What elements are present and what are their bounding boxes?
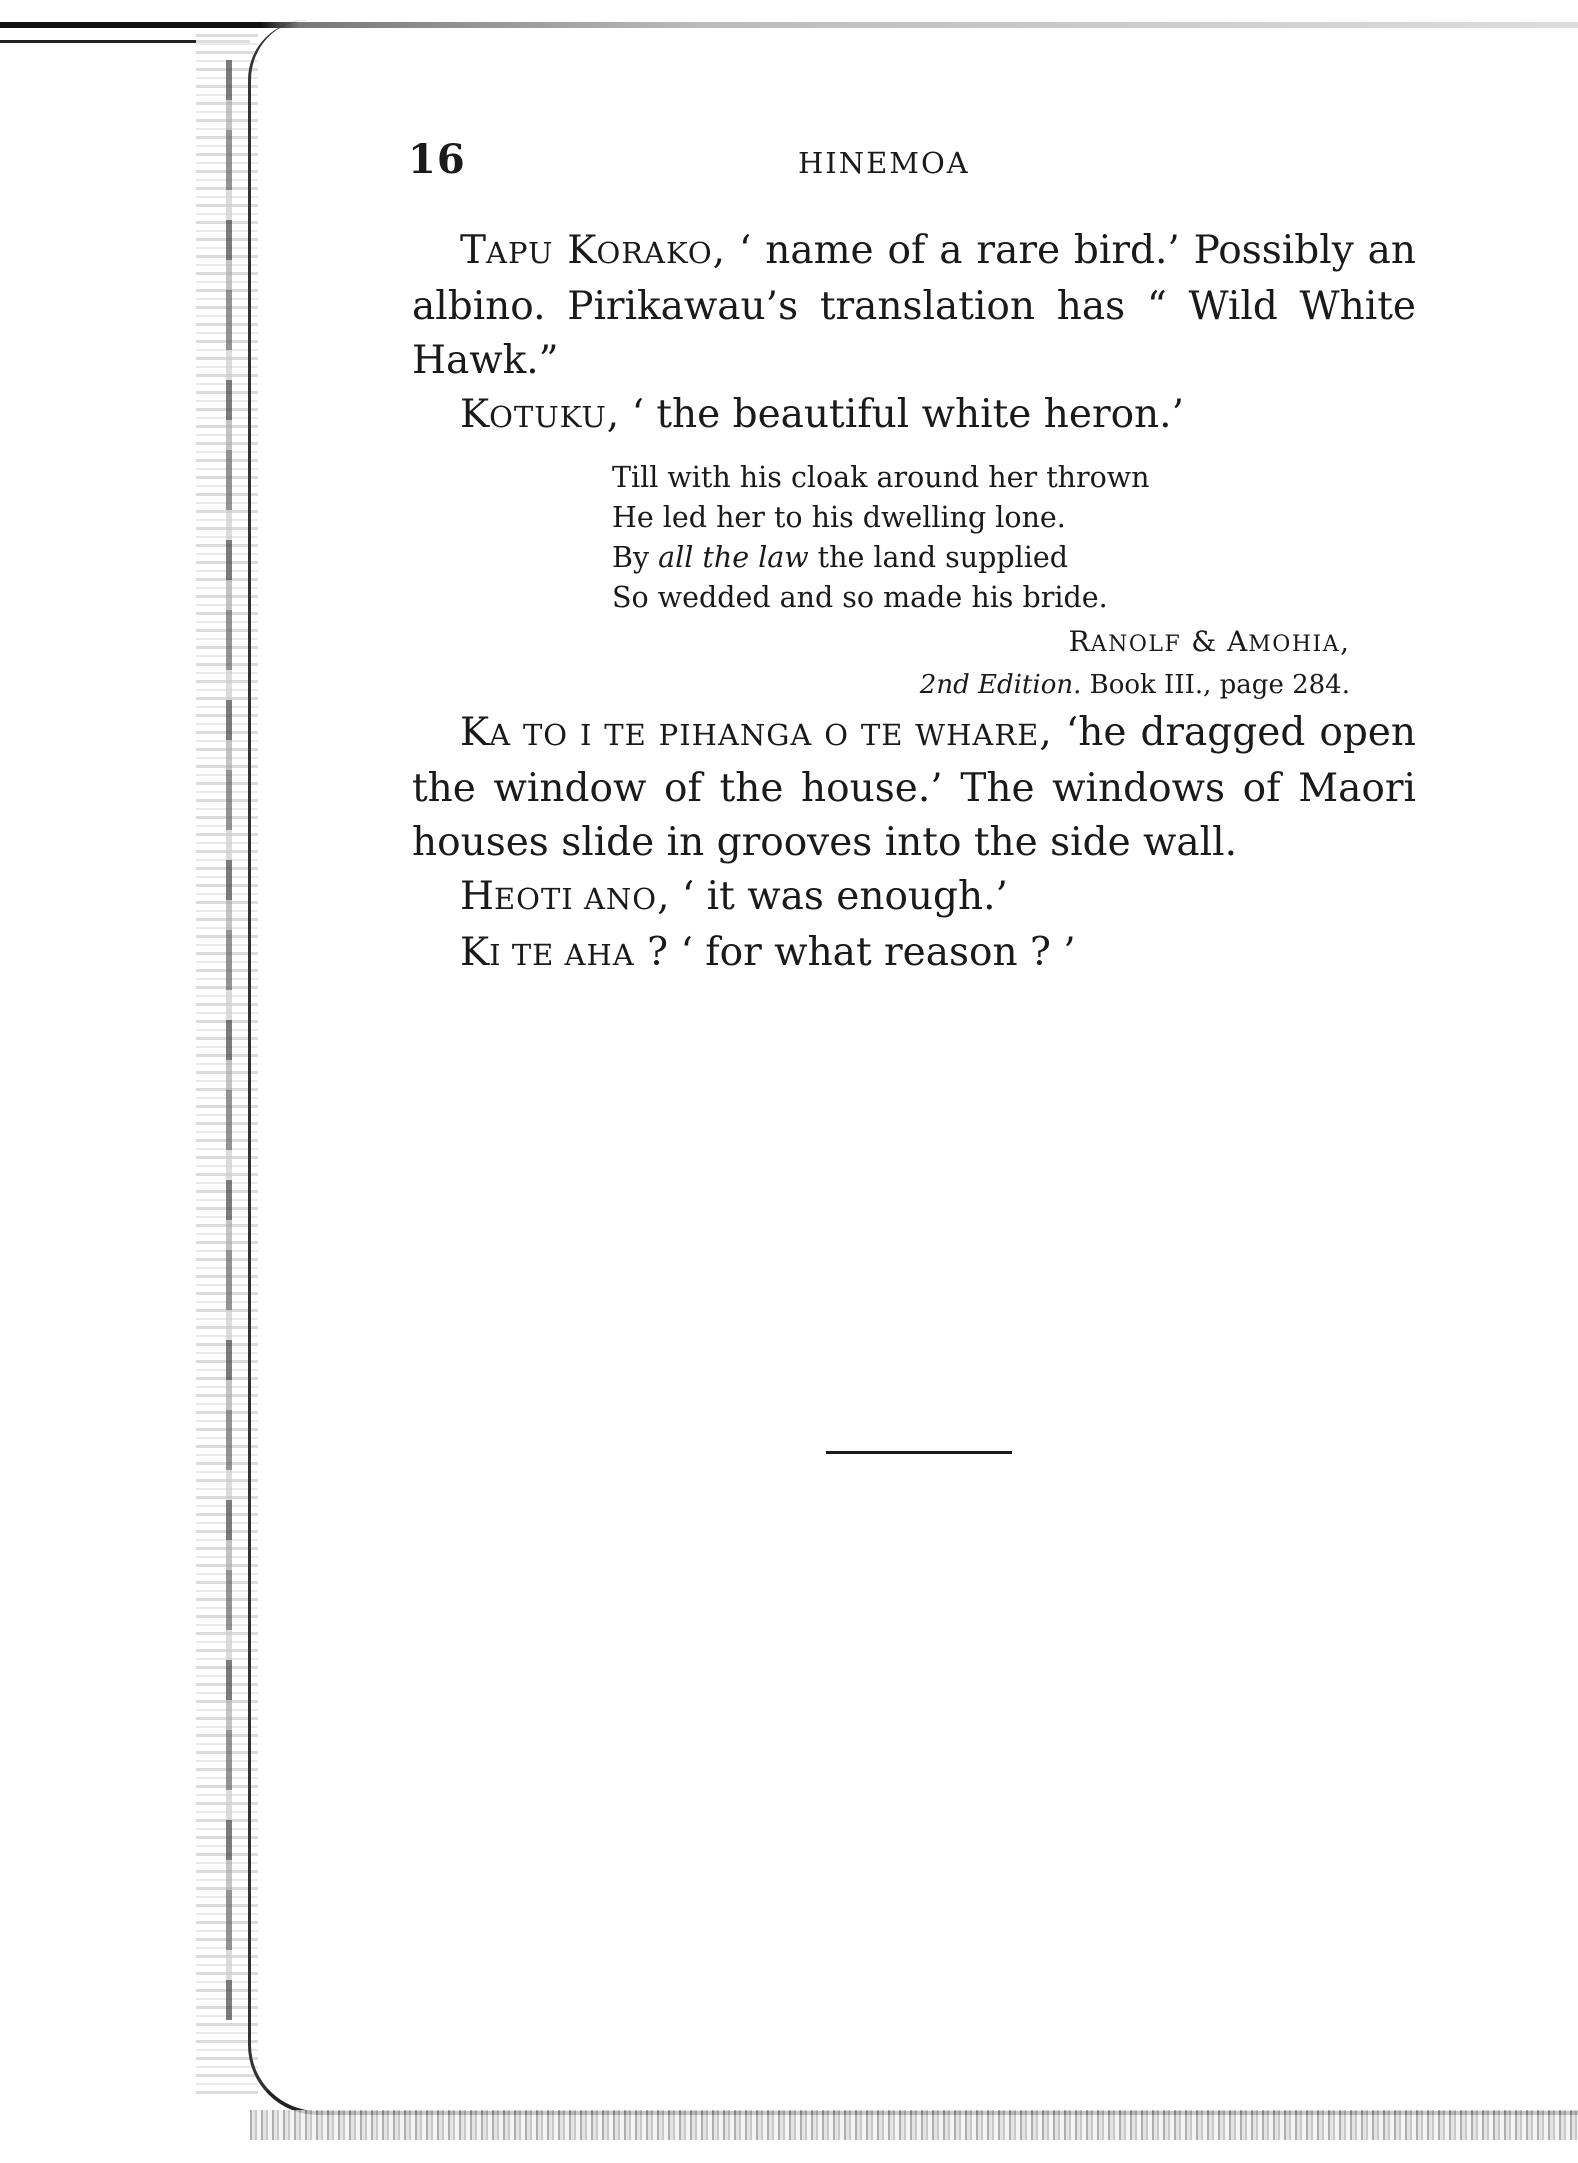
notes-block-top <box>412 224 1416 444</box>
source-reference: Book III., page 284. <box>1081 670 1350 700</box>
note-gloss: , ‘ the beautiful white heron.’ <box>606 392 1184 437</box>
term-letter: T <box>460 228 487 273</box>
author-ampersand: & <box>1181 625 1228 658</box>
verse-quotation <box>612 458 1372 618</box>
note-tapu-korako <box>412 224 1416 388</box>
term-letter: K <box>460 710 490 755</box>
note-gloss: , ‘ name of a rare bird.’ Possibly an albino. Pirikawau’s translation has “ Wild White Hawk.” <box>412 228 1416 383</box>
verse-line <box>612 538 1372 578</box>
verse-line: So wedded and so made his bride. <box>612 581 1108 614</box>
author-smallcaps: MOHIA <box>1248 632 1341 657</box>
term-letter: K <box>460 392 490 437</box>
author-letter: R <box>1068 625 1091 658</box>
source-edition: 2nd Edition. <box>919 670 1082 700</box>
term-smallcaps: EOTI ANO <box>494 882 658 916</box>
page-number: 16 <box>408 136 466 183</box>
term-smallcaps: OTUKU <box>489 400 607 434</box>
note-gloss: , ‘ it was enough.’ <box>657 874 1008 919</box>
running-title: HINEMOA <box>798 146 970 180</box>
term-smallcaps: I TE AHA <box>489 938 635 972</box>
verse-text: By <box>612 541 659 574</box>
verse-text: the land supplied <box>808 541 1068 574</box>
term-letter: H <box>460 874 495 919</box>
section-end-rule <box>826 1451 1012 1454</box>
note-kotuku <box>412 388 1416 444</box>
term-smallcaps: ORAKO <box>596 236 713 270</box>
book-binding-shadow <box>226 60 232 2020</box>
notes-block-bottom <box>412 706 1416 982</box>
verse-italic-text: all the law <box>658 541 809 574</box>
term-smallcaps: APU <box>486 236 554 270</box>
term-letter: K <box>567 228 597 273</box>
verse-line: Till with his cloak around her thrown <box>612 461 1150 494</box>
attribution-source <box>920 665 1350 705</box>
author-letter: A <box>1227 625 1249 658</box>
note-ki-te-aha <box>412 926 1416 982</box>
verse-line: He led her to his dwelling lone. <box>612 501 1066 534</box>
page-bottom-edge <box>250 2110 1578 2140</box>
note-ka-to-i-te-pihanga <box>412 706 1416 870</box>
term-letter: K <box>460 930 490 975</box>
note-gloss: ? ‘ for what reason ? ’ <box>634 930 1076 975</box>
attribution-author <box>920 622 1350 665</box>
author-smallcaps: ANOLF <box>1090 632 1182 657</box>
term-smallcaps: A TO I TE PIHANGA O TE WHARE <box>489 718 1040 752</box>
verse-attribution <box>920 622 1350 705</box>
note-gloss: , ‘he dragged open the window of the house.’ The windows of Maori houses slide in grooves into the side wall. <box>412 710 1416 865</box>
note-heoti-ano <box>412 870 1416 926</box>
author-comma: , <box>1340 625 1350 658</box>
